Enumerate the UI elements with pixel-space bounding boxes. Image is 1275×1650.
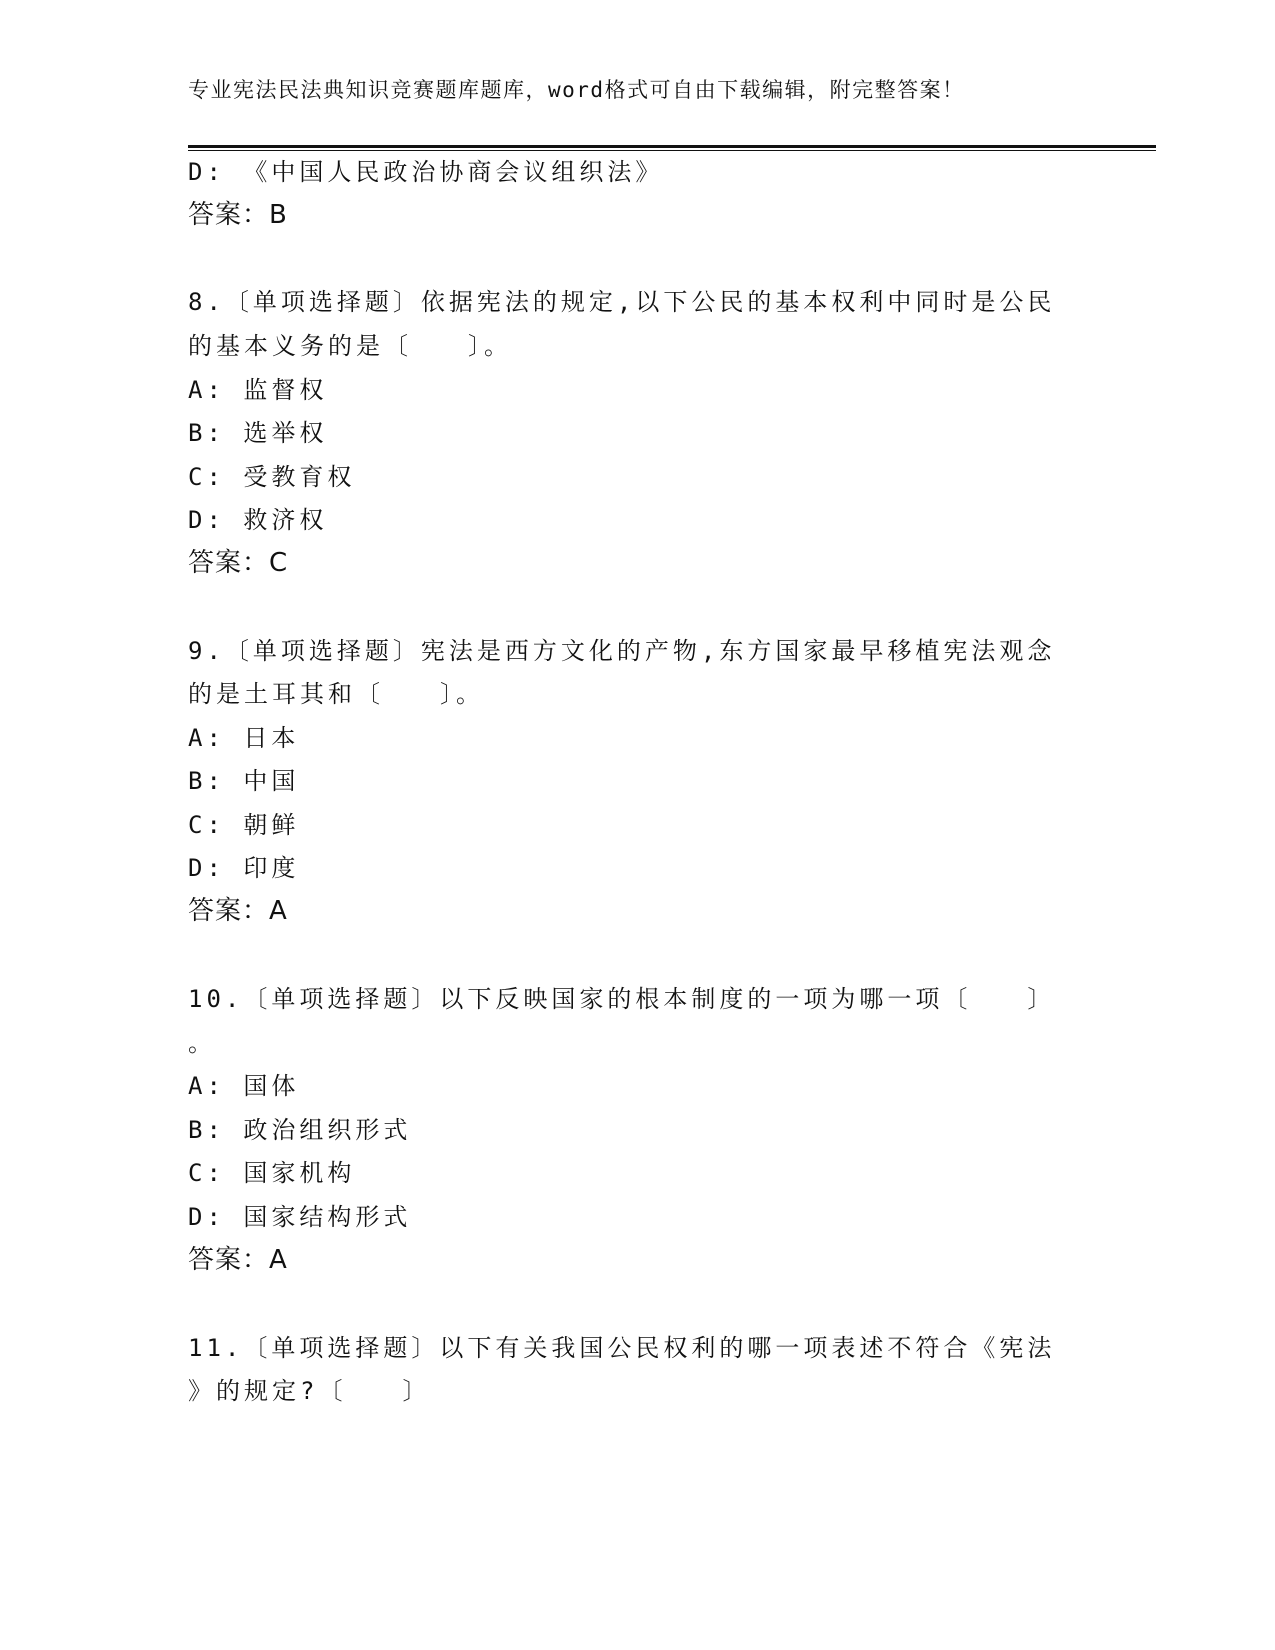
q10-option-b: B: 政治组织形式 xyxy=(188,1116,412,1144)
q10-text-line1: 10.〔单项选择题〕以下反映国家的根本制度的一项为哪一项〔 〕 xyxy=(188,985,1056,1013)
q10-option-d: D: 国家结构形式 xyxy=(188,1203,412,1231)
q9-answer: 答案：A xyxy=(188,896,288,926)
q8-option-a: A: 监督权 xyxy=(188,376,328,404)
q10-option-c: C: 国家机构 xyxy=(188,1159,356,1187)
page-header: 专业宪法民法典知识竞赛题库题库，word格式可自由下载编辑，附完整答案！ xyxy=(188,78,965,102)
q8-answer: 答案：C xyxy=(188,548,289,578)
q8-option-b: B: 选举权 xyxy=(188,419,328,447)
q10-option-a: A: 国体 xyxy=(188,1072,300,1100)
q10-text-line2: 。 xyxy=(188,1029,216,1057)
q10-answer: 答案：A xyxy=(188,1245,288,1275)
prev-option-d: D: 《中国人民政治协商会议组织法》 xyxy=(188,158,664,186)
header-rule-thick xyxy=(188,145,1156,148)
q9-text-line2: 的是土耳其和〔 〕。 xyxy=(188,680,484,708)
q9-text-line1: 9.〔单项选择题〕宪法是西方文化的产物,东方国家最早移植宪法观念 xyxy=(188,637,1056,665)
q8-option-d: D: 救济权 xyxy=(188,506,328,534)
header-rule-thin xyxy=(188,150,1156,151)
q9-option-d: D: 印度 xyxy=(188,854,300,882)
q8-text-line1: 8.〔单项选择题〕依据宪法的规定,以下公民的基本权利中同时是公民 xyxy=(188,288,1056,316)
prev-answer: 答案：B xyxy=(188,200,288,230)
q9-option-b: B: 中国 xyxy=(188,767,300,795)
q8-option-c: C: 受教育权 xyxy=(188,463,356,491)
q11-text-line1: 11.〔单项选择题〕以下有关我国公民权利的哪一项表述不符合《宪法 xyxy=(188,1334,1056,1362)
q9-option-c: C: 朝鲜 xyxy=(188,811,300,839)
q8-text-line2: 的基本义务的是〔 〕。 xyxy=(188,332,512,360)
q9-option-a: A: 日本 xyxy=(188,724,300,752)
q11-text-line2: 》的规定?〔 〕 xyxy=(188,1377,431,1405)
